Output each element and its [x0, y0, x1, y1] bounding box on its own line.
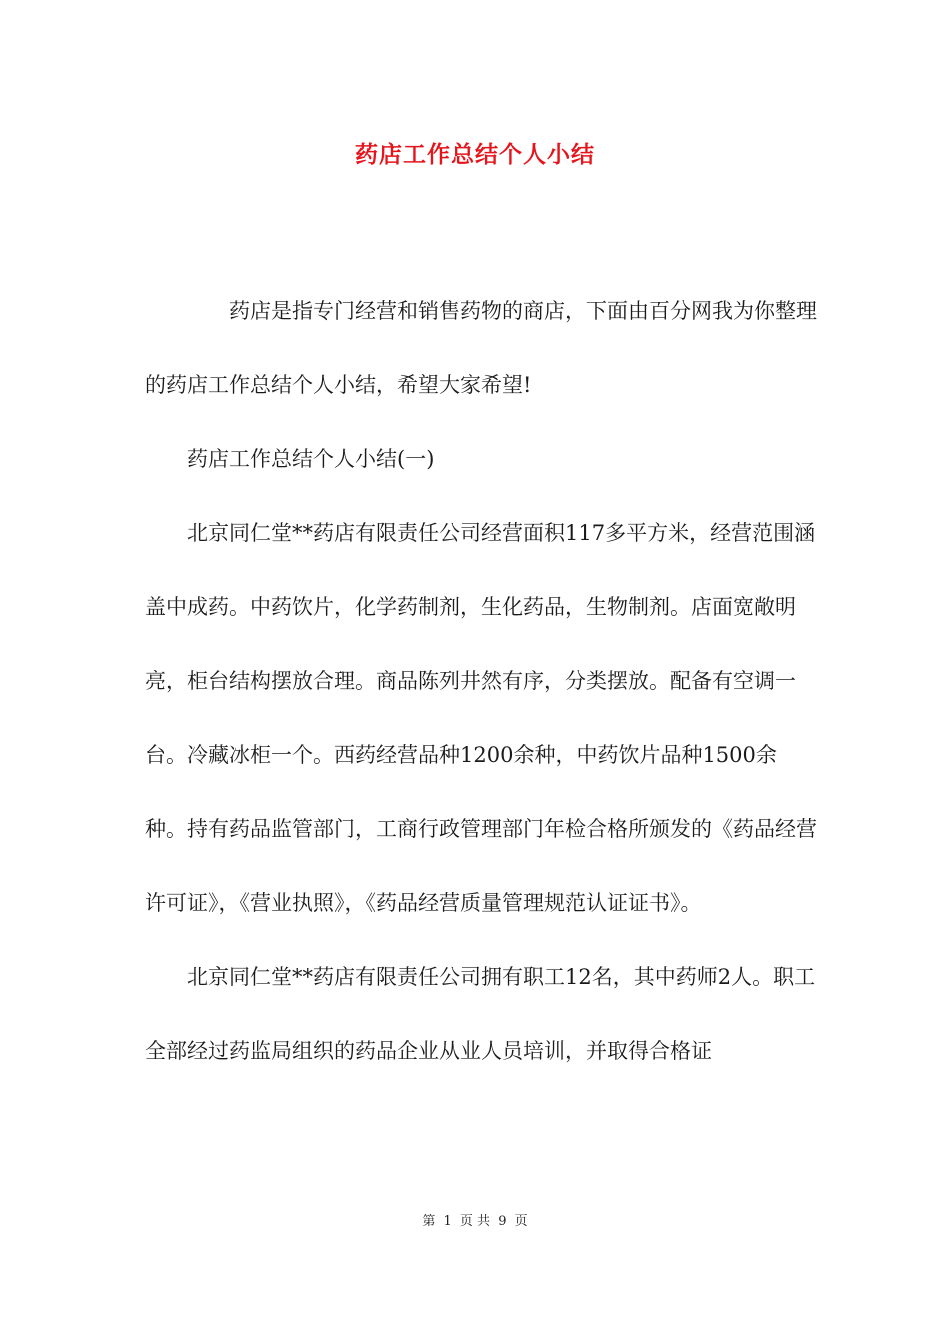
section-heading: 药店工作总结个人小结(一) [187, 447, 435, 471]
footer-suffix: 页 [514, 1214, 528, 1229]
footer-mid: 页 共 [459, 1214, 491, 1229]
page-footer [0, 1210, 950, 1229]
footer-current-page: 1 [443, 1214, 452, 1229]
body-paragraph-2: 北京同仁堂**药店有限责任公司拥有职工12名，其中药师2人。职工全部经过药监局组织的药品企业从业人员培训，并取得合格证 [145, 965, 816, 1063]
document-title: 药店工作总结个人小结 [355, 141, 595, 168]
intro-paragraph: 药店是指专门经营和销售药物的商店，下面由百分网我为你整理的药店工作总结个人小结，希望大家希望! [145, 299, 817, 397]
document-body [145, 274, 817, 1088]
footer-prefix: 第 [422, 1214, 436, 1229]
body-paragraph-1: 北京同仁堂**药店有限责任公司经营面积117多平方米，经营范围涵盖中成药。中药饮片，化学药制剂，生化药品，生物制剂。店面宽敞明亮，柜台结构摆放合理。商品陈列井然有序，分类摆放。配备有空调一台。冷藏冰柜一个。西药经营品种1200余种，中药饮片品种1500余种。持有药品监管部门，工商行政管理部门年检合格所颁发的《药品经营许可证》，《营业执照》，《药品经营质量管理规范认证证书》。 [145, 521, 817, 915]
footer-total-pages: 9 [498, 1214, 507, 1229]
